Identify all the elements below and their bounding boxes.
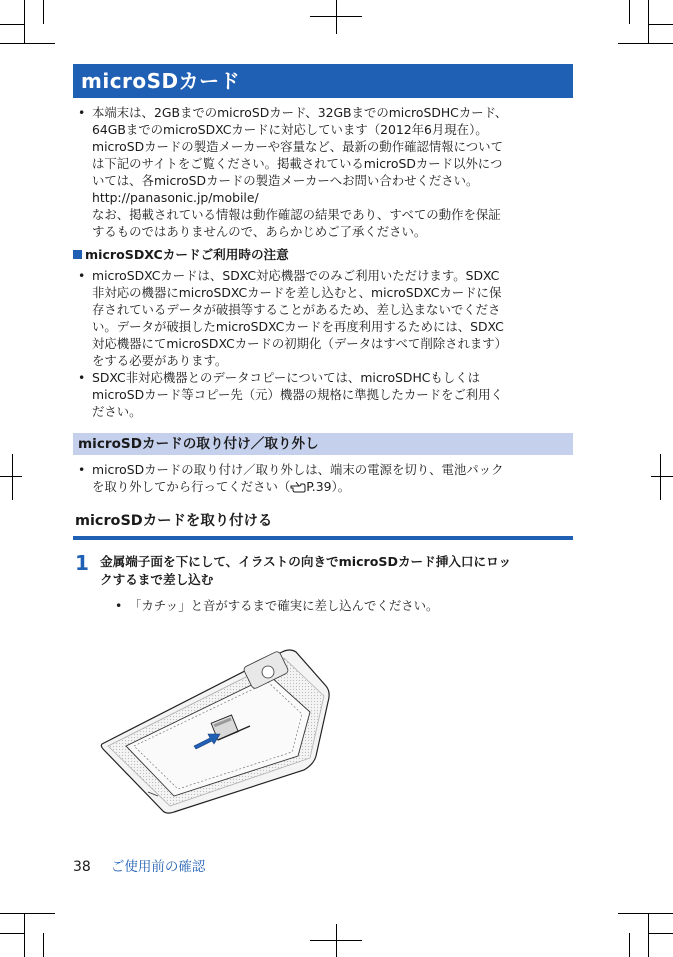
intro-list xyxy=(73,104,573,240)
step-notes xyxy=(100,597,573,614)
list-item: • SDXC非対応機器とのデータコピーについては、microSDHCもしくは microSDカード等コピー先（元）機器の規格に準拠したカードをご利用く ださい。 xyxy=(73,369,573,420)
subsection-heading: microSDカードを取り付ける xyxy=(75,513,273,529)
pointing-hand-icon xyxy=(290,480,306,497)
list-item: • microSDXCカードは、SDXC対応機器でのみご利用いただけます。SDXC 非対応の機器にmicroSDXCカードを差し込むと、microSDXCカードに保 存されているデータが破損等することがあるため、差し込まないでくださ い。データが破損したmicroSDXCカードを再度利用するためには、SDXC 対応機器にてmicroSDXCカードの初期化（データはすべて削除されます） をする必要があります。 xyxy=(73,267,573,369)
website-url: http://panasonic.jp/mobile/ xyxy=(92,190,259,205)
page-content xyxy=(73,64,573,614)
note-heading: microSDXCカードご利用時の注意 xyxy=(73,246,573,263)
section-heading: microSDカードの取り付け／取り外し xyxy=(73,433,573,455)
phone-back-microsd-slot-illustration xyxy=(100,646,336,816)
page-reference-link[interactable]: P.39 xyxy=(306,479,332,494)
footer-section-name: ご使用前の確認 xyxy=(110,859,206,875)
section-list xyxy=(73,461,573,497)
list-item: • microSDカードの取り付け／取り外しは、端末の電源を切り、電池パック を取り外してから行ってください（ P.39）。 xyxy=(73,461,573,497)
step-1 xyxy=(73,553,573,614)
step-instruction: 金属端子面を下にして、イラストの向きでmicroSDカード挿入口にロッ クするまで差し込む xyxy=(100,554,512,587)
subsection-underline xyxy=(73,536,573,540)
square-bullet-icon xyxy=(73,250,82,259)
note-list xyxy=(73,267,573,420)
list-item: • 「カチッ」と音がするまで確実に差し込んでください。 xyxy=(110,597,573,614)
page-title: microSDカード xyxy=(73,64,573,98)
step-number: 1 xyxy=(75,551,89,575)
page-number: 38 xyxy=(73,859,91,875)
page-footer xyxy=(73,855,205,875)
list-item: • 本端末は、2GBまでのmicroSDカード、32GBまでのmicroSDHCカード、 64GBまでのmicroSDXCカードに対応しています（2012年6月現在）。 microSDカードの製造メーカーや容量など、最新の動作確認情報について は下記のサイトをご覧ください。掲載されているmicroSDカード以外につ いては、各microSDカードの製造メーカーへお問い合わせください。 http://panasonic.jp/mobile/ なお、掲載されている情報は動作確認の結果であり、すべての動作を保証 するものではありませんので、あらかじめご了承ください。 xyxy=(73,104,573,240)
